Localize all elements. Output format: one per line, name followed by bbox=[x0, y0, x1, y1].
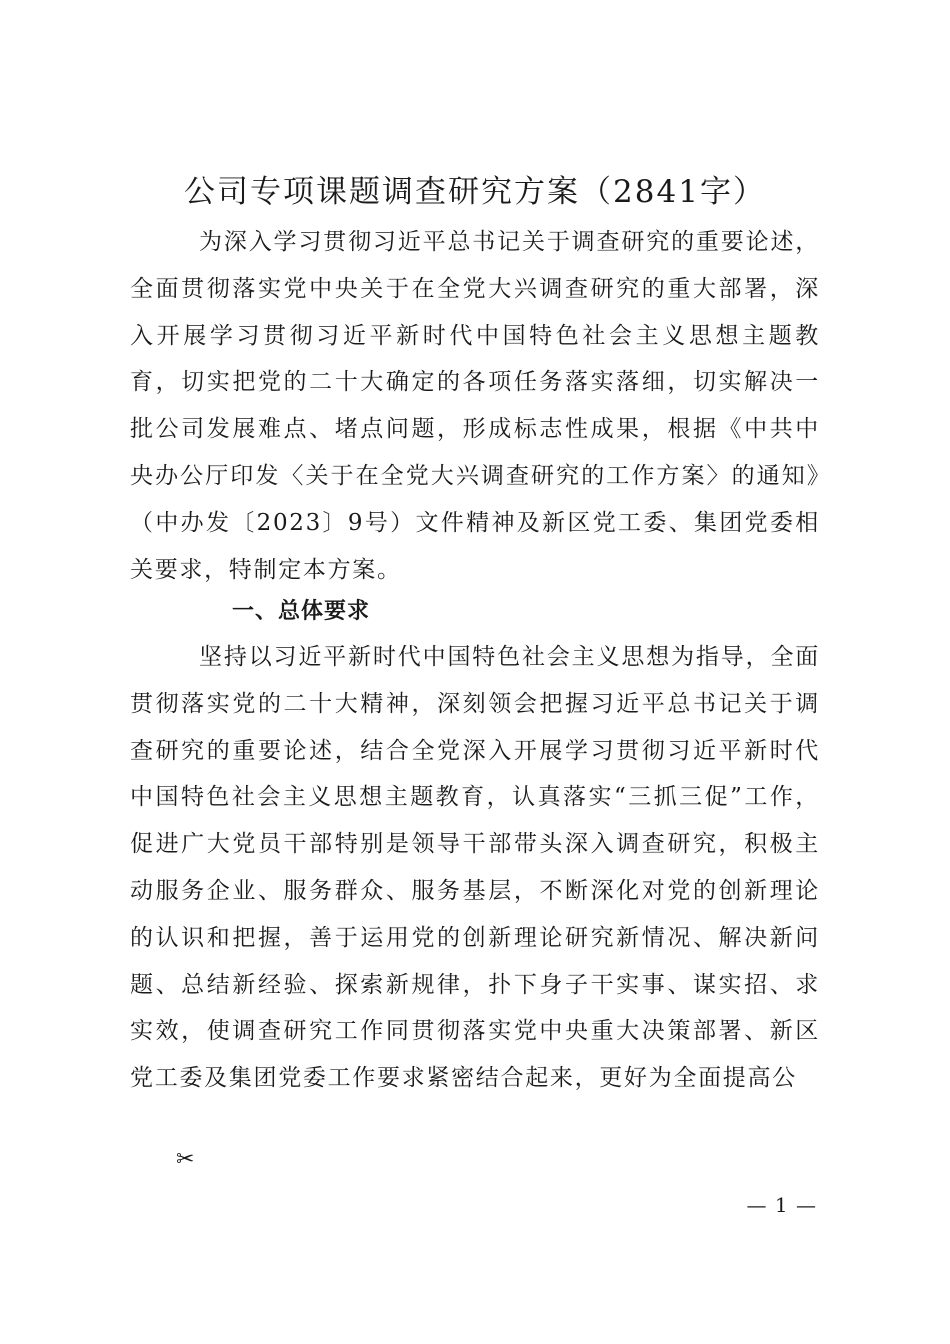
page-number: — 1 — bbox=[746, 1193, 817, 1217]
intro-paragraph: 为深入学习贯彻习近平总书记关于调查研究的重要论述，全面贯彻落实党中央关于在全党大兴调查研究的重大部署，深入开展学习贯彻习近平新时代中国特色社会主义思想主题教育，切实把党的二十大确定的各项任务落实落细，切实解决一批公司发展难点、堵点问题，形成标志性成果，根据《中共中央办公厅印发〈关于在全党大兴调查研究的工作方案〉的通知》（中办发〔2023〕9号）文件精神及新区党工委、集团党委相关要求，特制定本方案。 bbox=[130, 229, 820, 583]
section-heading-general-requirements: 一、总体要求 bbox=[232, 599, 371, 624]
document-title: 公司专项课题调查研究方案（2841字） bbox=[184, 174, 766, 210]
scissors-icon: ✂ bbox=[176, 1147, 195, 1172]
general-requirements-paragraph: 坚持以习近平新时代中国特色社会主义思想为指导，全面贯彻落实党的二十大精神，深刻领会把握习近平总书记关于调查研究的重要论述，结合全党深入开展学习贯彻习近平新时代中国特色社会主义思想主题教育，认真落实“三抓三促”工作，促进广大党员干部特别是领导干部带头深入调查研究，积极主动服务企业、服务群众、服务基层，不断深化对党的创新理论的认识和把握，善于运用党的创新理论研究新情况、解决新问题、总结新经验、探索新规律，扑下身子干实事、谋实招、求实效，使调查研究工作同贯彻落实党中央重大决策部署、新区党工委及集团党委工作要求紧密结合起来，更好为全面提高公 bbox=[130, 644, 820, 1092]
